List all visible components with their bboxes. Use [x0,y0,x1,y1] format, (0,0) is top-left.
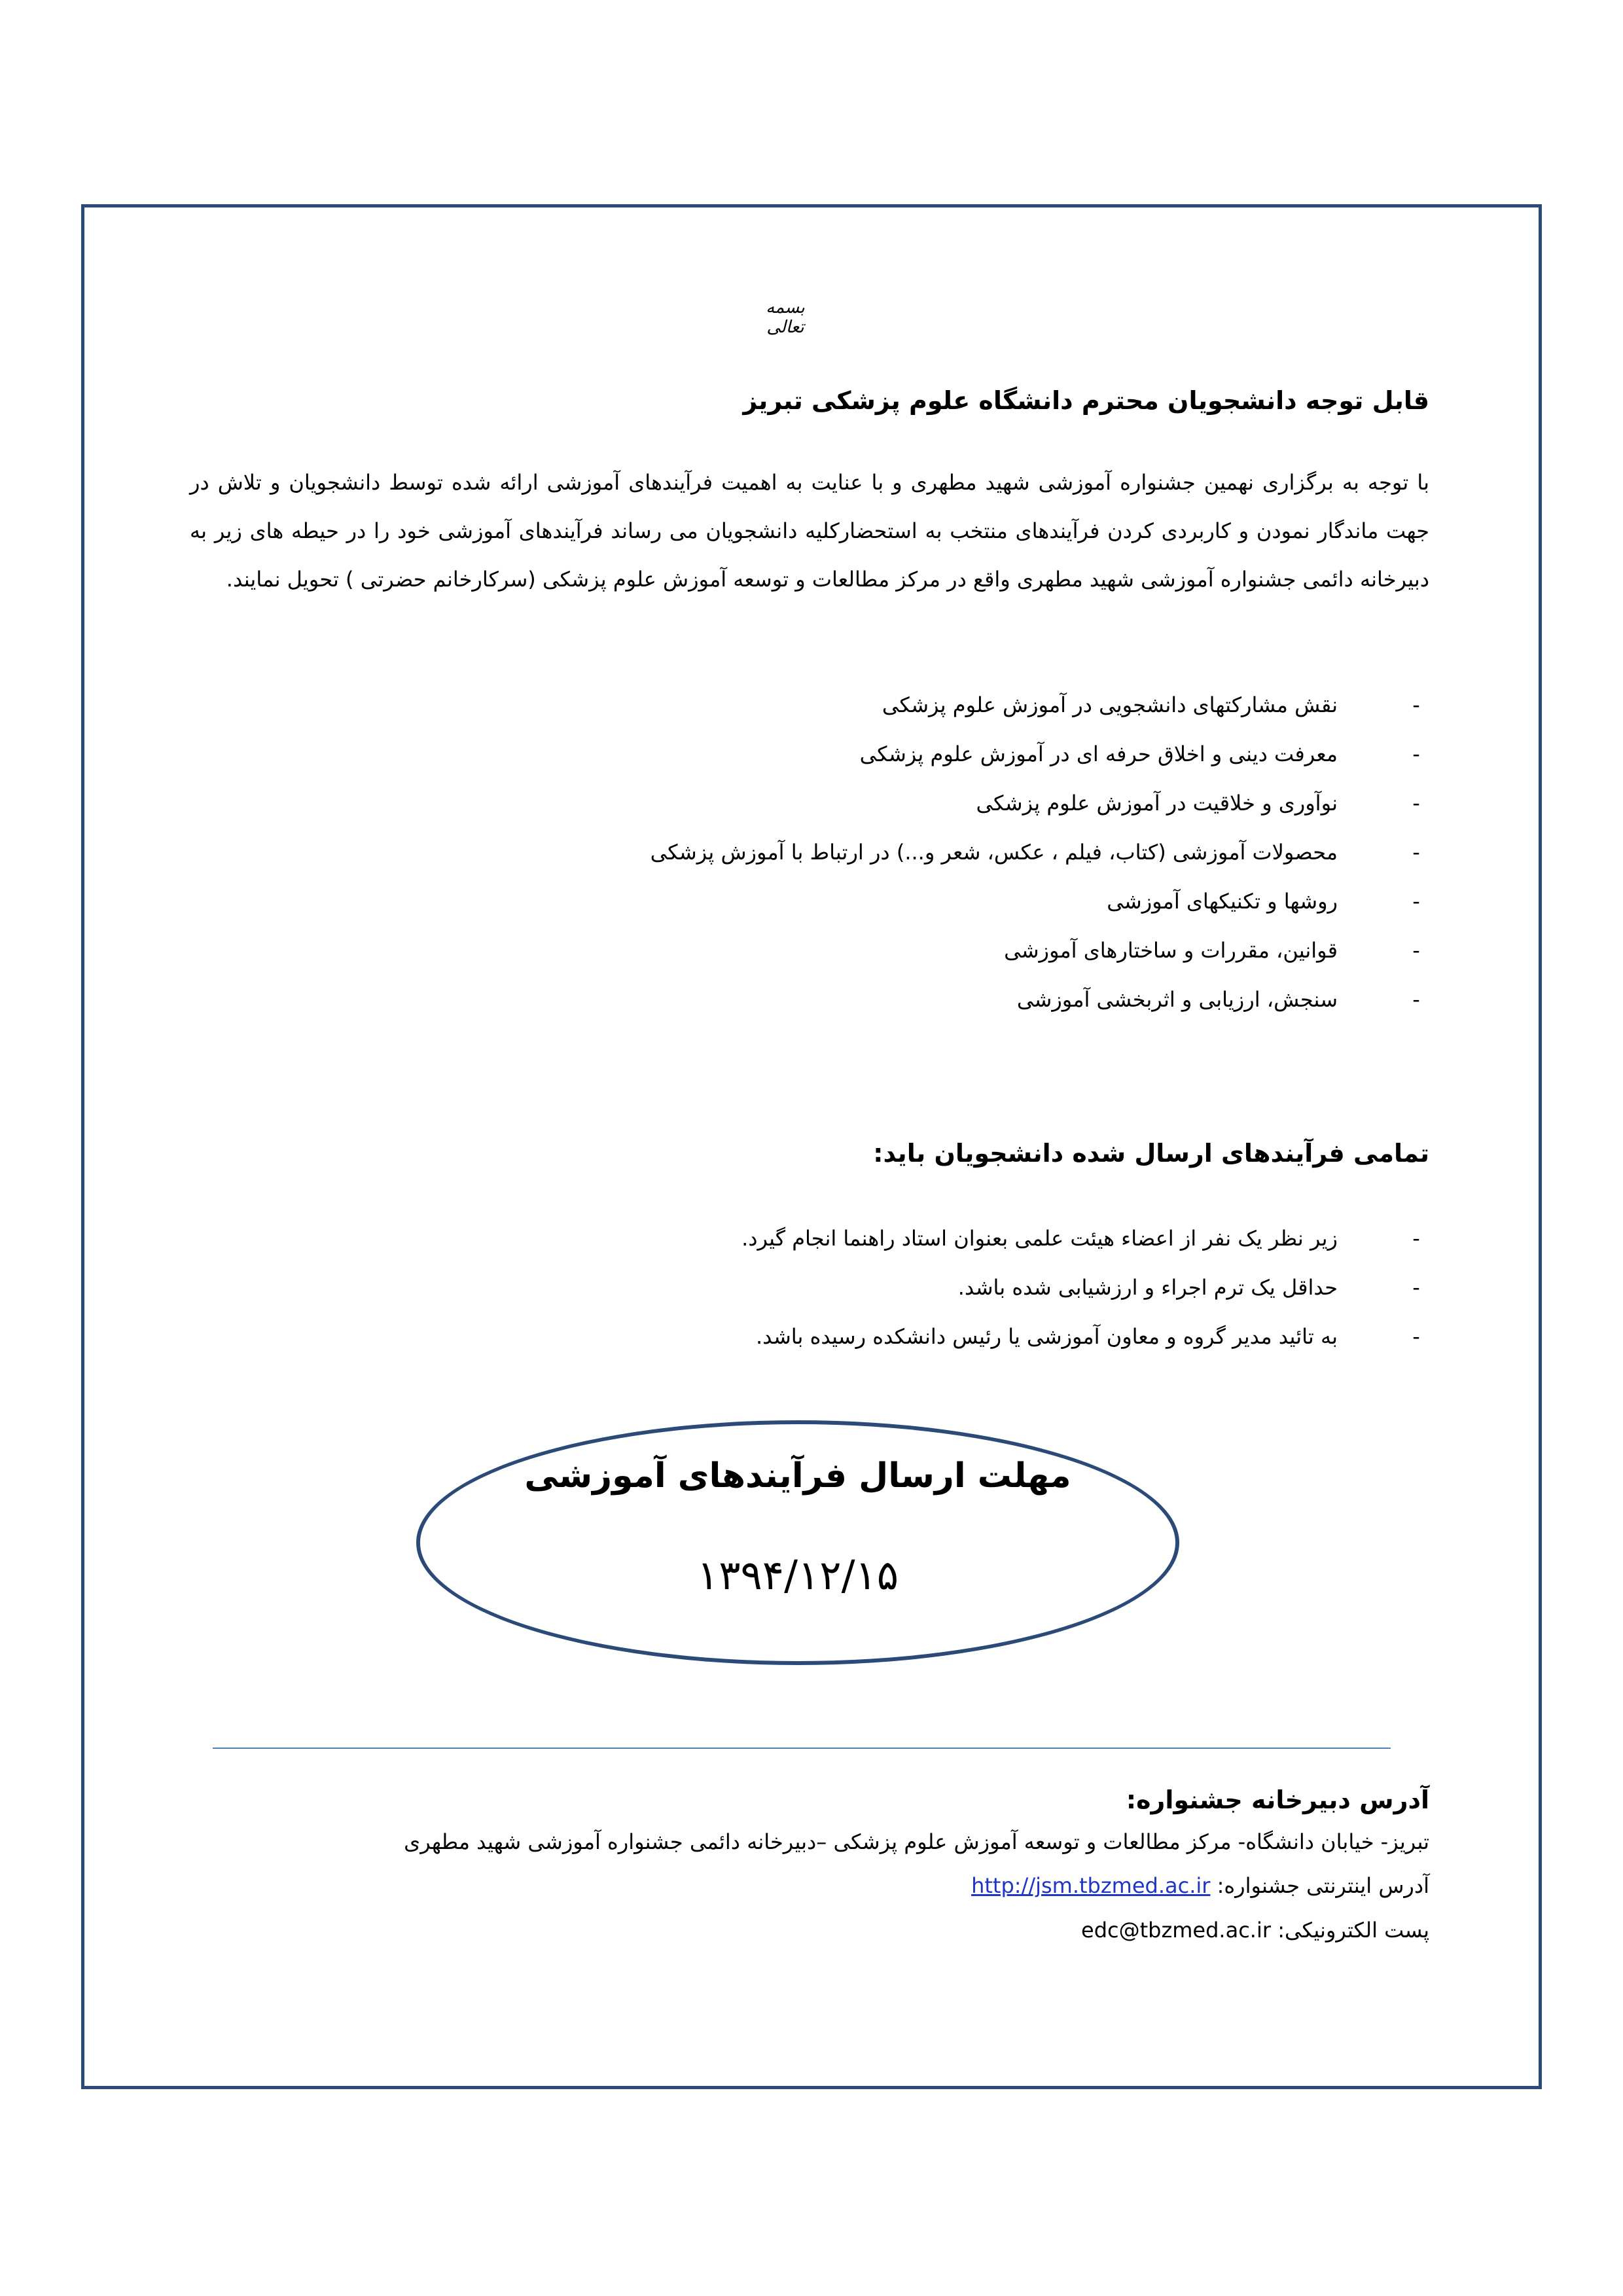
list-item-text: محصولات آموزشی (کتاب، فیلم ، عکس، شعر و...) در ارتباط با آموزش پزشکی [650,840,1338,865]
list-item-text: قوانین، مقررات و ساختارهای آموزشی [1004,938,1338,963]
list-item-text: معرفت دینی و اخلاق حرفه ای در آموزش علوم پزشکی [859,742,1338,766]
email-line [183,1918,1429,1943]
deadline-date: ۱۳۹۴/۱۲/۱۵ [696,1551,899,1599]
list-item [183,877,1429,926]
website-line [183,1873,1429,1898]
address-text: تبریز- خیابان دانشگاه- مرکز مطالعات و توسعه آموزش علوم پزشکی –دبیرخانه دائمی جشنواره آموزشی شهید مطهری [404,1829,1429,1854]
list-item [183,926,1429,975]
list-item [183,730,1429,779]
page-title: قابل توجه دانشجویان محترم دانشگاه علوم پزشکی تبریز [743,386,1429,415]
list-item [183,975,1429,1024]
website-label: آدرس اینترنتی جشنواره: [1217,1873,1429,1898]
bullet-dash: - [1412,938,1420,963]
bullet-dash: - [1412,1324,1420,1349]
deadline-title: مهلت ارسال فرآیندهای آموزشی [524,1456,1071,1496]
bullet-dash: - [1412,1275,1420,1300]
website-link[interactable]: http://jsm.tbzmed.ac.ir [971,1873,1211,1898]
areas-list [183,681,1429,1024]
list-item [183,1214,1429,1263]
bullet-dash: - [1412,840,1420,865]
list-item-text: حداقل یک ترم اجراء و ارزشیابی شده باشد. [957,1275,1338,1300]
bullet-dash: - [1412,692,1420,717]
list-item-text: نقش مشارکتهای دانشجویی در آموزش علوم پزشکی [882,692,1338,717]
list-item [183,1312,1429,1361]
list-item-text: به تائید مدیر گروه و معاون آموزشی یا رئیس دانشکده رسیده باشد. [755,1324,1338,1349]
bismillah: بسمه تعالی [766,298,805,337]
bullet-dash: - [1412,742,1420,766]
email-address: edc@tbzmed.ac.ir [1081,1918,1272,1943]
bullet-dash: - [1412,791,1420,816]
list-item [183,1263,1429,1312]
bullet-dash: - [1412,889,1420,914]
divider [213,1748,1391,1749]
list-item-text: نوآوری و خلاقیت در آموزش علوم پزشکی [976,791,1338,816]
requirements-heading: تمامی فرآیندهای ارسال شده دانشجویان باید: [873,1139,1429,1168]
list-item [183,681,1429,730]
list-item-text: روشها و تکنیکهای آموزشی [1107,889,1338,914]
list-item-text: سنجش، ارزیابی و اثربخشی آموزشی [1016,987,1338,1012]
email-label: پست الکترونیکی: [1277,1918,1429,1943]
bullet-dash: - [1412,1226,1420,1251]
bullet-dash: - [1412,987,1420,1012]
list-item [183,828,1429,877]
intro-paragraph: با توجه به برگزاری نهمین جشنواره آموزشی شهید مطهری و با عنایت به اهمیت فرآیندهای آموزشی ارائه شده توسط دانشجویان و تلاش در جهت ماندگار نمودن و کاربردی کردن فرآیندهای منتخب به استحضارکلیه دانشجویان می رساند فرآیندهای آموزشی خود را در حیطه های زیر به دبیرخانه دائمی جشنواره آموزشی شهید مطهری واقع در مرکز مطالعات و توسعه آموزش علوم پزشکی (سرکارخانم حضرتی ) تحویل نمایند. [190,470,1429,592]
requirements-list [183,1214,1429,1361]
list-item [183,779,1429,828]
address-title: آدرس دبیرخانه جشنواره: [1126,1785,1429,1814]
list-item-text: زیر نظر یک نفر از اعضاء هیئت علمی بعنوان استاد راهنما انجام گیرد. [741,1226,1338,1251]
